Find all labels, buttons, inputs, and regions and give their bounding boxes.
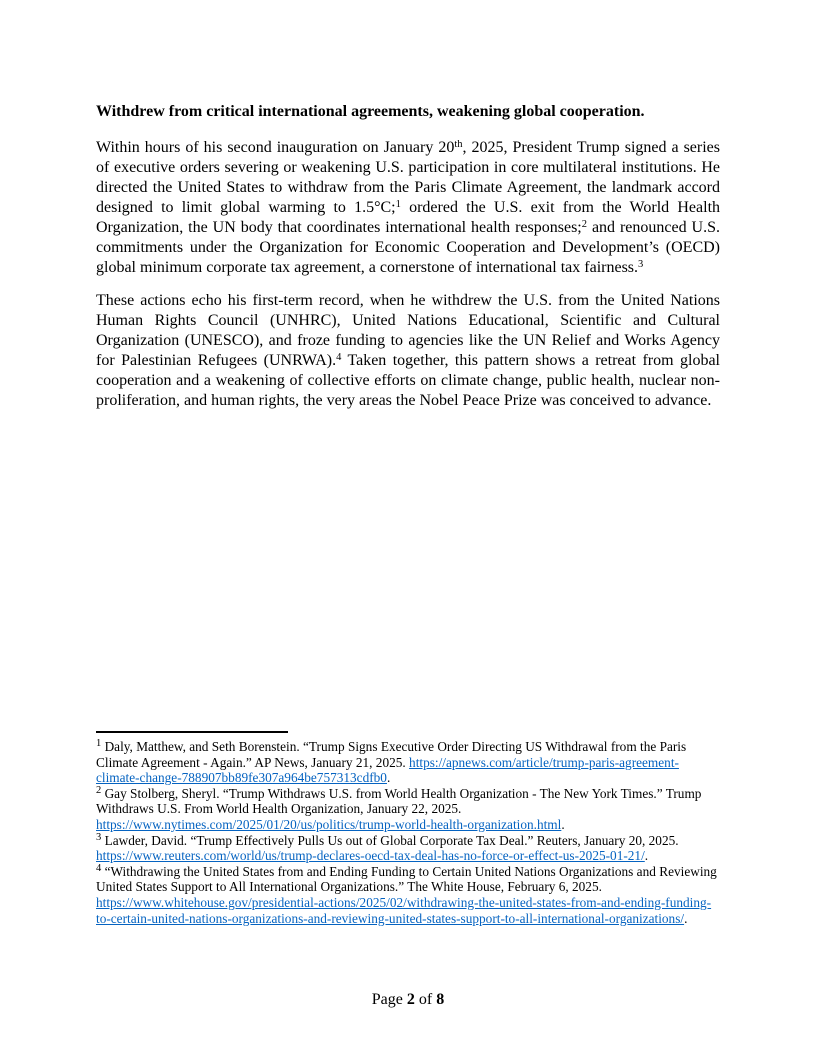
ordinal-superscript: th	[454, 139, 463, 151]
footnote-link-4[interactable]: https://www.whitehouse.gov/presidential-actions/2025/02/withdrawing-the-united-states-from-and-ending-funding-to-certain-united-nations-organizations-and-reviewing-united-states-support-to-all-international-organizations/	[96, 894, 712, 926]
paragraph-text: , 2025, President Trump signed a series of executive orders severing or weakening U.S. participation in core multilateral institutions. He directed the United States to withdraw from the Paris Climate Agreement, the landmark accord designed to limit global warming to 1.5°C;	[96, 139, 721, 216]
footnote-reference-1: 1	[395, 199, 401, 211]
footnote-suffix: .	[561, 816, 565, 832]
footnote-suffix: .	[684, 910, 688, 926]
page-number	[0, 990, 816, 1010]
footnote-1	[96, 739, 720, 786]
footnote-marker-4: 4	[96, 863, 102, 875]
footnote-3	[96, 833, 720, 864]
footnote-separator	[96, 731, 288, 733]
document-body	[96, 102, 720, 424]
of-label: of	[414, 991, 437, 1008]
footnote-marker-3: 3	[96, 831, 102, 843]
footnote-text: Lawder, David. “Trump Effectively Pulls Us out of Global Corporate Tax Deal.” Reuters, January 20, 2025.	[101, 832, 679, 848]
footnotes-section	[96, 731, 720, 926]
footnote-suffix: .	[644, 848, 649, 864]
total-page-number: 8	[436, 991, 445, 1008]
footnote-reference-4: 4	[336, 352, 342, 364]
footnote-suffix: .	[386, 770, 391, 786]
footnote-text: Gay Stolberg, Sheryl. “Trump Withdraws U.S. from World Health Organization - The New York Times.” Trump Withdraws U.S. From World Health Organization, January 22, 2025.	[96, 785, 702, 817]
footnote-marker-2: 2	[96, 785, 102, 797]
footnote-text: Daly, Matthew, and Seth Borenstein. “Trump Signs Executive Order Directing US Withdrawal from the Paris Climate Agreement - Again.” AP News, January 21, 2025.	[96, 739, 687, 770]
current-page-number: 2	[406, 991, 415, 1008]
paragraph-text: and renounced U.S. commitments under the Organization for Economic Cooperation and Development’s (OECD) global minimum corporate tax agreement, a cornerstone of international tax fairness.	[96, 219, 720, 276]
body-paragraph-1	[96, 138, 720, 278]
paragraph-text: Within hours of his second inauguration on January 20	[96, 139, 455, 156]
page-label: Page	[371, 991, 407, 1008]
footnote-link-2[interactable]: https://www.nytimes.com/2025/01/20/us/politics/trump-world-health-organization.html	[96, 816, 562, 832]
footnote-marker-1: 1	[96, 738, 102, 750]
paragraph-text: Taken together, this pattern shows a retreat from global cooperation and a weakening of collective efforts on climate change, public health, nuclear non-proliferation, and human rights, the very areas the Nobel Peace Prize was conceived to advance.	[96, 352, 720, 409]
footnote-link-3[interactable]: https://www.reuters.com/world/us/trump-declares-oecd-tax-deal-has-no-force-or-effect-us-2025-01-21/	[96, 848, 645, 864]
footnote-reference-3: 3	[638, 259, 644, 271]
paragraph-text: ordered the U.S. exit from the World Health Organization, the UN body that coordinates international health responses;	[96, 199, 721, 236]
footnote-text: “Withdrawing the United States from and Ending Funding to Certain United Nations Organizations and Reviewing United States Support to All International Organizations.” The White House, February 6, 2025.	[96, 863, 717, 895]
footnote-reference-2: 2	[581, 219, 587, 231]
section-heading: Withdrew from critical international agreements, weakening global cooperation.	[96, 103, 645, 120]
footnote-4	[96, 864, 720, 926]
footnote-link-1[interactable]: https://apnews.com/article/trump-paris-agreement-climate-change-788907bb89fe307a964be757313cdfb0	[96, 754, 679, 786]
footnote-2	[96, 786, 720, 833]
paragraph-text: These actions echo his first-term record, when he withdrew the U.S. from the United Nations Human Rights Council (UNHRC), United Nations Educational, Scientific and Cultural Organization (UNESCO), and froze funding to agencies like the UN Relief and Works Agency for Palestinian Refugees (UNRWA).	[96, 292, 720, 369]
body-paragraph-2	[96, 291, 720, 411]
